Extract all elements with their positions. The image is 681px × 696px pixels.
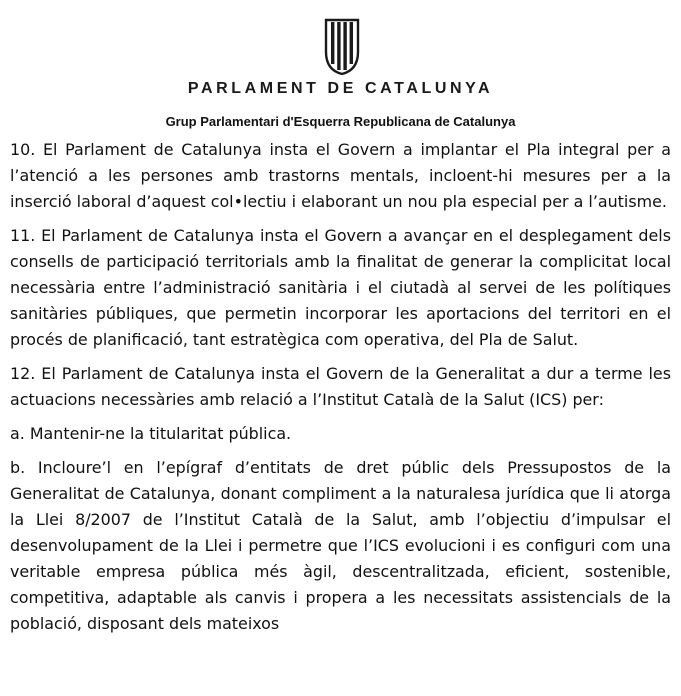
paragraph-12a: a. Mantenir-ne la titularitat pública. bbox=[10, 424, 292, 443]
paragraph-11: 11. El Parlament de Catalunya insta el Govern a avançar en el desplegament dels consells de participació territorials amb la finalitat de generar la complicitat local necessària entre l’administració sanitària i el ciutadà al servei de les polítiques sanitàries públiques, que permetin incorporar les aportacions del territori en el procés de planificació, tant estratègica com operativa, del Pla de Salut. bbox=[10, 226, 671, 349]
document-body bbox=[10, 137, 671, 637]
organization-name: PARLAMENT DE CATALUNYA bbox=[187, 80, 494, 97]
parlament-emblem-icon bbox=[322, 18, 362, 76]
parliamentary-group-name: Grup Parlamentari d'Esquerra Republicana de Catalunya bbox=[165, 114, 516, 129]
paragraph-10: 10. El Parlament de Catalunya insta el Govern a implantar el Pla integral per a l’atenció a les persones amb trastorns mentals, incloent-hi mesures per a la inserció laboral d’aquest col•lectiu i elaborant un nou pla especial per a l’autisme. bbox=[10, 140, 671, 211]
paragraph-12b: b. Incloure’l en l’epígraf d’entitats de dret públic dels Pressupostos de la Generalitat de Catalunya, donant compliment a la naturalesa jurídica que li atorga la Llei 8/2007 de l’Institut Català de la Salut, amb l’objectiu d’impulsar el desenvolupament de la Llei i permetre que l’ICS evolucioni i es configuri com una veritable empresa pública més àgil, descentralitzada, eficient, sostenible, competitiva, adaptable als canvis i propera a les necessitats assistencials de la població, disposant dels mateixos bbox=[10, 458, 671, 633]
paragraph-12: 12. El Parlament de Catalunya insta el Govern de la Generalitat a dur a terme les actuacions necessàries amb relació a l’Institut Català de la Salut (ICS) per: bbox=[10, 364, 671, 409]
